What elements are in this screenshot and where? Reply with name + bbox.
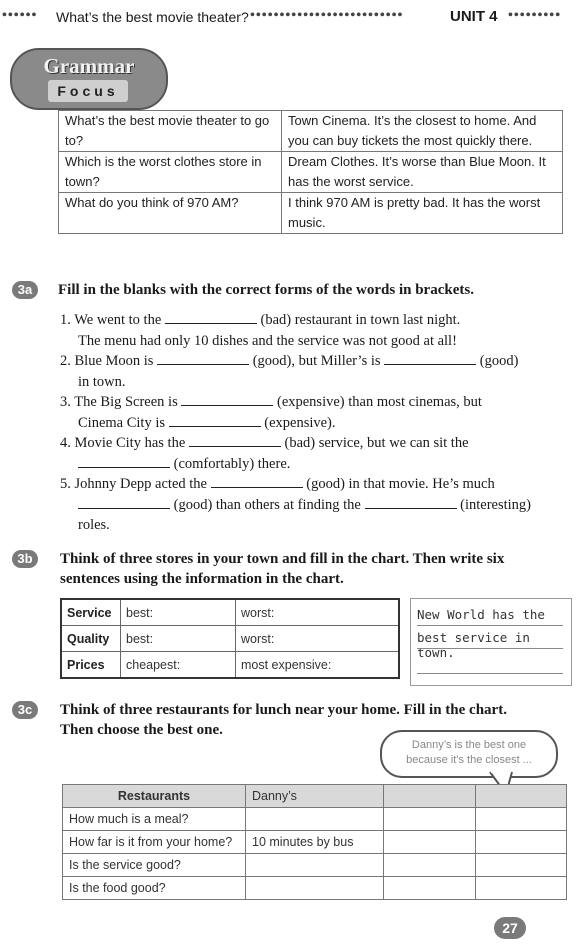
row-label: Prices <box>61 652 121 679</box>
chart-cell[interactable] <box>384 831 476 854</box>
header-cell[interactable]: Danny’s <box>246 785 384 808</box>
badge-focus: Focus <box>48 80 128 102</box>
blank-field[interactable] <box>169 414 261 427</box>
blank-field[interactable] <box>189 434 281 447</box>
header-dots-mid: •••••••••••••••••••••••••• <box>250 8 404 23</box>
bubble-line-2: because it’s the closest ... <box>406 754 532 766</box>
chart-cell[interactable] <box>384 854 476 877</box>
exercise-line: 3. The Big Screen is (expensive) than most cinemas, but <box>60 394 482 410</box>
blank-field[interactable] <box>384 352 476 365</box>
badge-grammar: Grammar <box>43 54 135 78</box>
header-cell[interactable] <box>384 785 476 808</box>
section-3b-badge: 3b <box>12 550 38 568</box>
header-dots-right: ••••••••• <box>508 8 562 23</box>
grammar-question: What do you think of 970 AM? <box>59 193 282 234</box>
chart-cell[interactable]: best: <box>121 599 236 626</box>
grammar-answer: I think 970 AM is pretty bad. It has the worst music. <box>282 193 563 234</box>
restaurants-chart <box>62 784 567 900</box>
chart-cell[interactable] <box>475 877 567 900</box>
chart-cell[interactable]: cheapest: <box>121 652 236 679</box>
section-3b-instruction-1: Think of three stores in your town and fill in the chart. Then write six <box>60 551 505 567</box>
exercise-line: 5. Johnny Depp acted the (good) in that movie. He’s much <box>60 476 495 492</box>
grammar-answer: Town Cinema. It’s the closest to home. And you can buy tickets the most quickly there. <box>282 111 563 152</box>
writing-line[interactable] <box>417 648 563 649</box>
section-3c-instruction-2: Then choose the best one. <box>60 722 223 738</box>
chart-cell[interactable]: 10 minutes by bus <box>246 831 384 854</box>
exercise-line: The menu had only 10 dishes and the service was not good at all! <box>78 332 457 349</box>
chart-cell[interactable] <box>475 831 567 854</box>
chart-cell[interactable] <box>384 877 476 900</box>
writing-line[interactable] <box>417 625 563 626</box>
chart-cell[interactable] <box>246 877 384 900</box>
stores-chart <box>60 598 400 679</box>
page-header <box>0 8 580 32</box>
exercise-line: 4. Movie City has the (bad) service, but we can sit the <box>60 435 469 451</box>
header-cell[interactable] <box>475 785 567 808</box>
table-row <box>61 652 399 679</box>
exercise-line: Cinema City is (expensive). <box>78 414 336 431</box>
chart-cell[interactable]: worst: <box>236 626 400 652</box>
answer-line-1: New World has the <box>417 607 545 622</box>
row-label: Is the service good? <box>63 854 246 877</box>
blank-field[interactable] <box>157 352 249 365</box>
table-row <box>61 626 399 652</box>
section-3a-instruction: Fill in the blanks with the correct forms of the words in brackets. <box>58 282 474 298</box>
blank-field[interactable] <box>181 393 273 406</box>
exercise-line: 1. We went to the (bad) restaurant in town last night. <box>60 312 461 328</box>
table-row <box>63 831 567 854</box>
blank-field[interactable] <box>365 496 457 509</box>
table-row <box>59 193 563 234</box>
grammar-question: Which is the worst clothes store in town? <box>59 152 282 193</box>
speech-bubble <box>380 730 558 778</box>
writing-line[interactable] <box>417 673 563 674</box>
row-label: How far is it from your home? <box>63 831 246 854</box>
answer-line-2: best service in town. <box>417 630 530 660</box>
table-row <box>59 152 563 193</box>
chart-cell[interactable] <box>384 808 476 831</box>
unit-label: UNIT 4 <box>450 8 498 25</box>
exercise-line: (comfortably) there. <box>60 454 560 475</box>
chart-cell[interactable] <box>246 808 384 831</box>
grammar-question: What’s the best movie theater to go to? <box>59 111 282 152</box>
exercise-line: 2. Blue Moon is (good), but Miller’s is (good) <box>60 353 519 369</box>
chart-cell[interactable] <box>246 854 384 877</box>
sentence-box <box>410 598 572 686</box>
exercise-line: in town. <box>78 373 126 390</box>
chart-cell[interactable]: best: <box>121 626 236 652</box>
section-3c-instruction-1: Think of three restaurants for lunch near your home. Fill in the chart. <box>60 702 507 718</box>
row-label: Is the food good? <box>63 877 246 900</box>
bubble-line-1: Danny’s is the best one <box>411 739 527 751</box>
blank-field[interactable] <box>78 455 170 468</box>
table-header-row <box>63 785 567 808</box>
section-3a-badge: 3a <box>12 281 38 299</box>
header-dots-left: •••••• <box>2 8 38 23</box>
chart-cell[interactable]: most expensive: <box>236 652 400 679</box>
chart-cell[interactable] <box>475 808 567 831</box>
chart-cell[interactable]: worst: <box>236 599 400 626</box>
table-row <box>63 877 567 900</box>
section-3b-instruction-2: sentences using the information in the chart. <box>60 571 344 587</box>
blank-field[interactable] <box>211 475 303 488</box>
row-label: Service <box>61 599 121 626</box>
grammar-answer: Dream Clothes. It’s worse than Blue Moon. It has the worst service. <box>282 152 563 193</box>
table-row <box>61 599 399 626</box>
row-label: Quality <box>61 626 121 652</box>
section-3c-badge: 3c <box>12 701 38 719</box>
exercise-3a <box>60 310 560 536</box>
header-title: What’s the best movie theater? <box>56 9 249 25</box>
page-number: 27 <box>494 917 526 939</box>
table-row <box>63 854 567 877</box>
grammar-table <box>58 110 563 234</box>
table-row <box>59 111 563 152</box>
table-row <box>63 808 567 831</box>
row-label: How much is a meal? <box>63 808 246 831</box>
header-cell: Restaurants <box>63 785 246 808</box>
chart-cell[interactable] <box>475 854 567 877</box>
blank-field[interactable] <box>78 496 170 509</box>
grammar-focus-badge <box>10 48 168 110</box>
blank-field[interactable] <box>165 311 257 324</box>
exercise-line: (good) than others at finding the (interesting) <box>60 495 560 516</box>
exercise-line: roles. <box>78 517 110 533</box>
